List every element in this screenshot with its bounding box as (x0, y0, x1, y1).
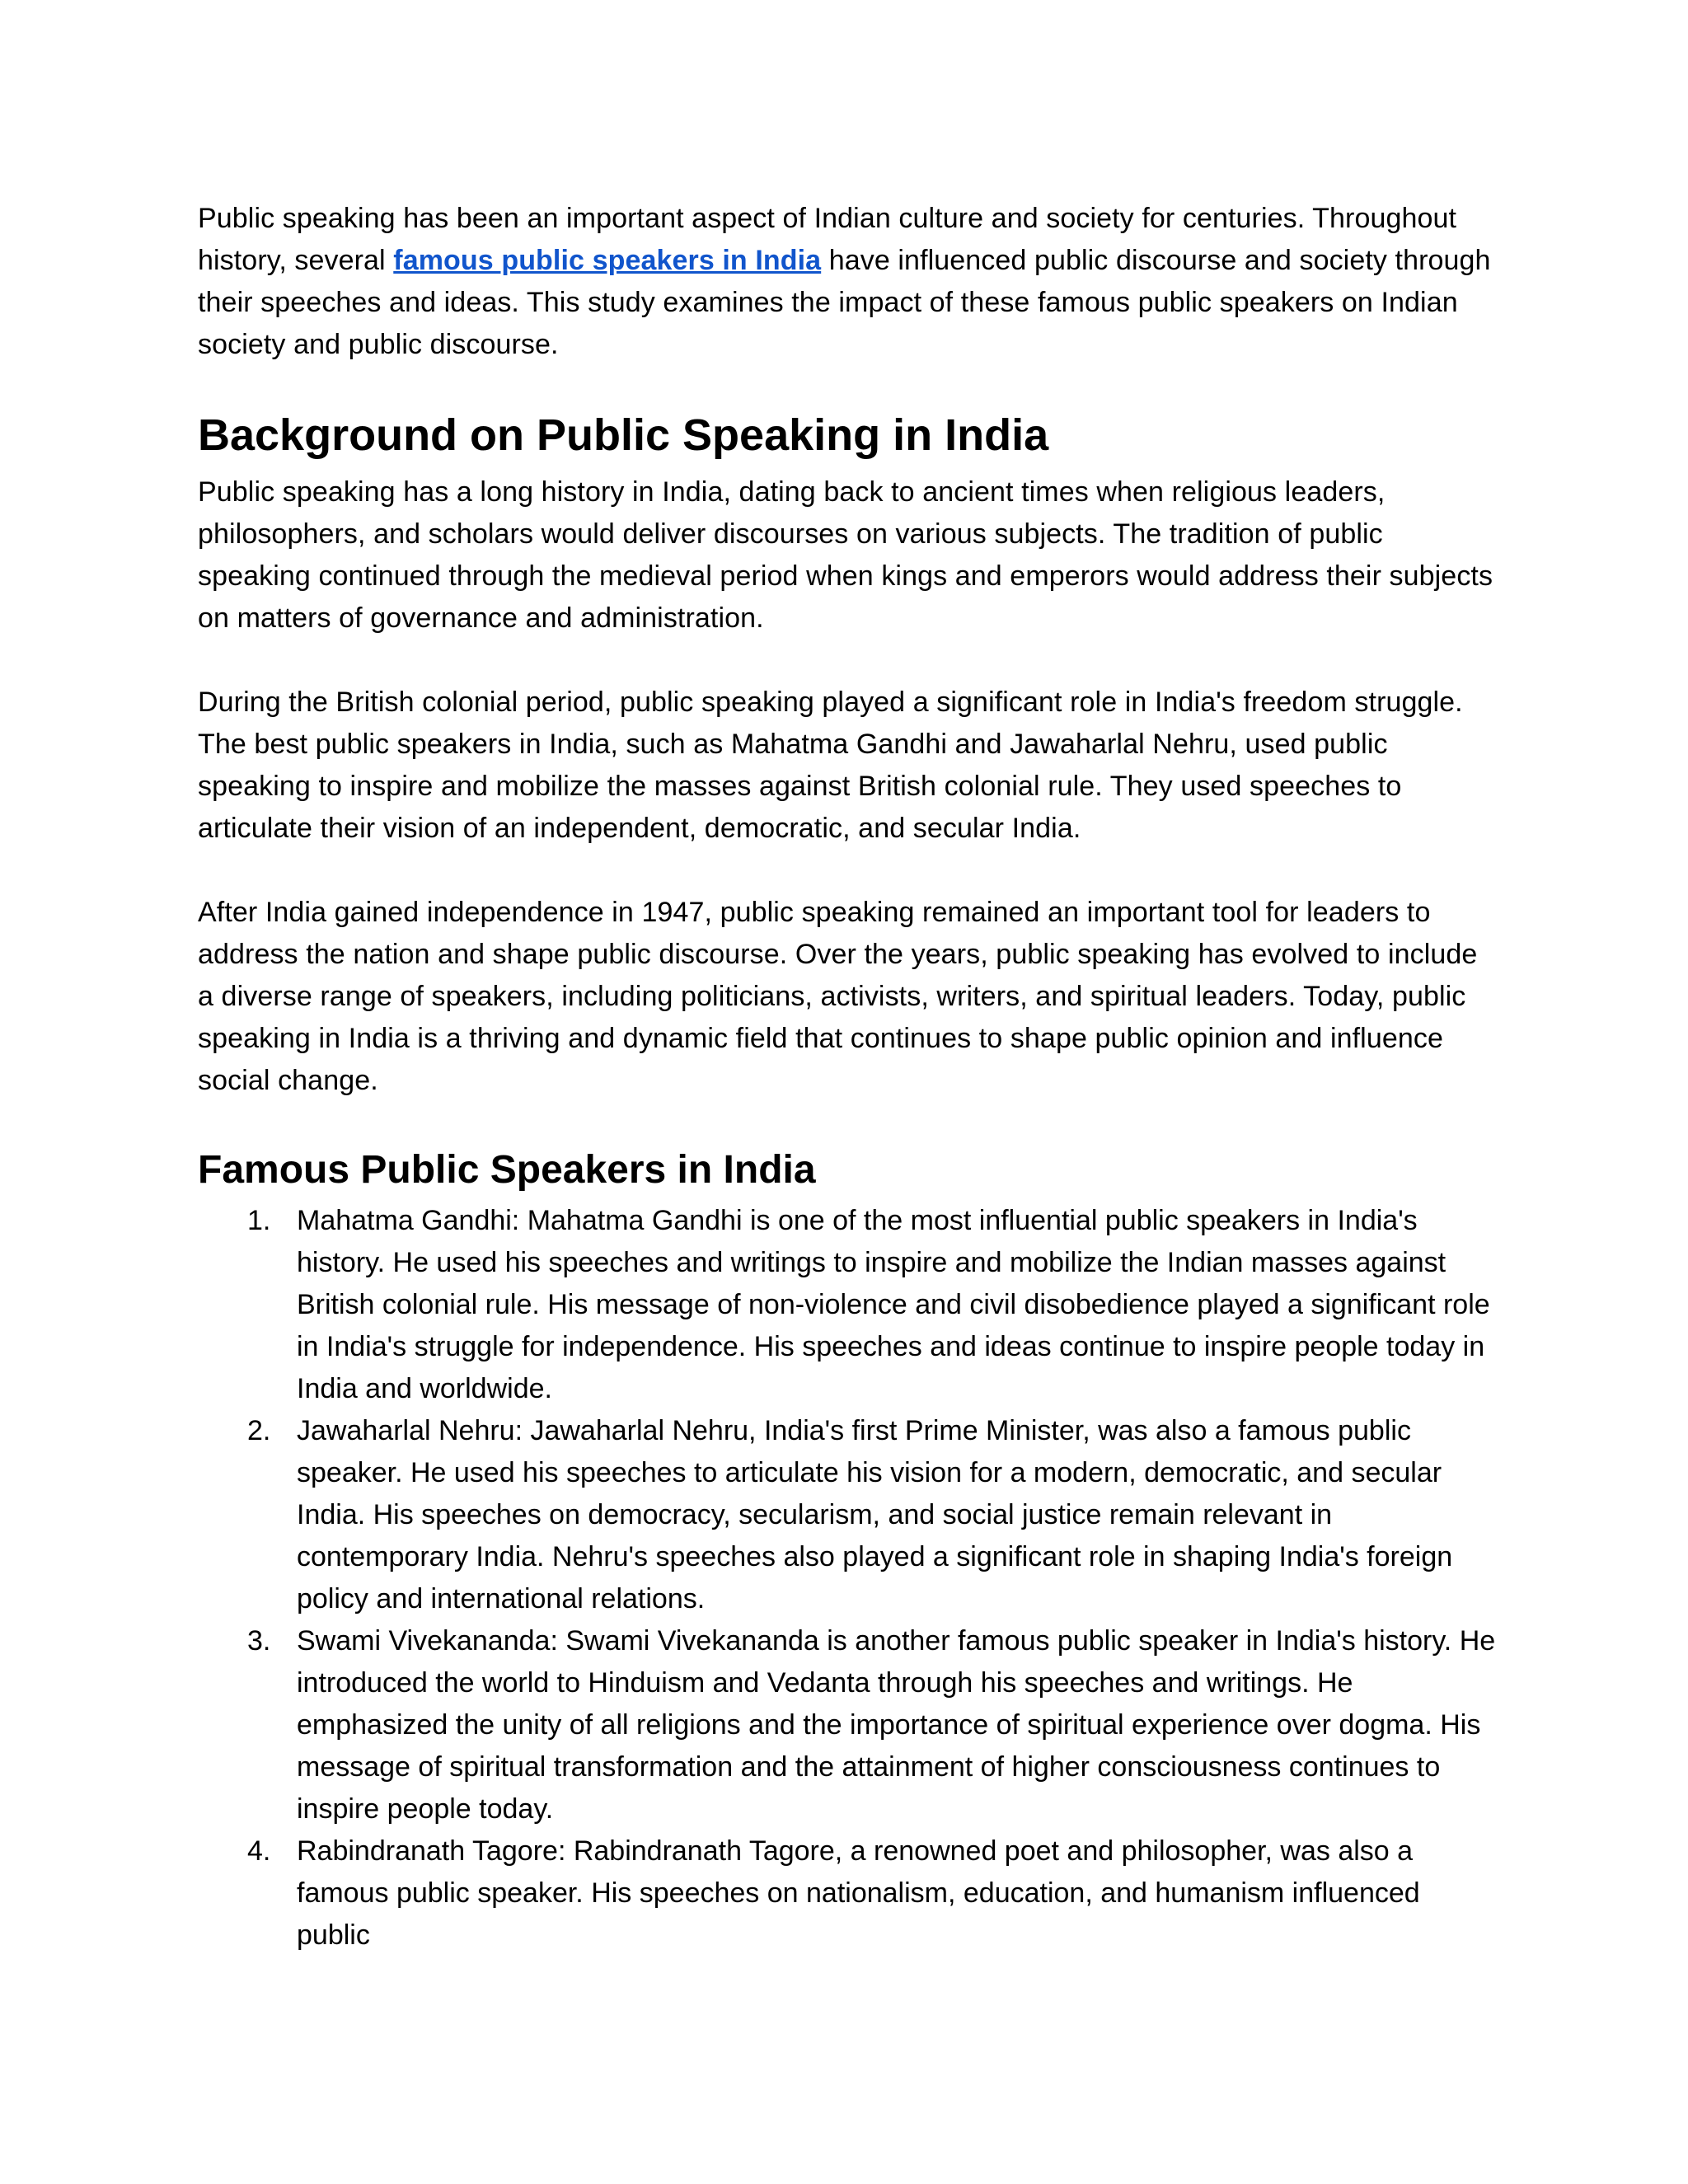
list-item (198, 1200, 1500, 1410)
list-item-text: Swami Vivekananda: Swami Vivekananda is another famous public speaker in India's history. He introduced the world to Hinduism and Vedanta through his speeches and writings. He emphasized the unity of all religions and the importance of spiritual experience over dogma. His message of spiritual transformation and the attainment of higher consciousness continues to inspire people today. (297, 1625, 1496, 1825)
list-item-number: 4. (247, 1835, 271, 1867)
list-item (198, 1410, 1500, 1620)
list-item (198, 1830, 1500, 1957)
intro-text-after-link: have influenced public discourse and society through their speeches and ideas. This study examines the impact of these famous public speakers on Indian society and public discourse. (198, 245, 1491, 360)
intro-paragraph (198, 198, 1500, 366)
famous-speakers-link[interactable]: famous public speakers in India (393, 245, 822, 276)
intro-text-before-link: Public speaking has been an important aspect of Indian culture and society for centuries. Throughout history, several (198, 203, 1457, 276)
list-item-text: Rabindranath Tagore: Rabindranath Tagore, a renowned poet and philosopher, was also a famous public speaker. His speeches on nationalism, education, and humanism influenced public (297, 1835, 1420, 1951)
background-heading: Background on Public Speaking in India (198, 410, 1049, 460)
list-item-number: 3. (247, 1625, 271, 1657)
list-item-number: 2. (247, 1415, 271, 1446)
famous-speakers-list (198, 1200, 1500, 1957)
list-item-text: Mahatma Gandhi: Mahatma Gandhi is one of the most influential public speakers in India's history. He used his speeches and writings to inspire and mobilize the Indian masses against British colonial rule. His message of non-violence and civil disobedience played a significant role in India's struggle for independence. His speeches and ideas continue to inspire people today in India and worldwide. (297, 1205, 1490, 1404)
background-paragraph-2: During the British colonial period, public speaking played a significant role in India's freedom struggle. The best public speakers in India, such as Mahatma Gandhi and Jawaharlal Nehru, used public speaking to inspire and mobilize the masses against British colonial rule. They used speeches to articulate their vision of an independent, democratic, and secular India. (198, 687, 1463, 844)
background-paragraph-3: After India gained independence in 1947, public speaking remained an important tool for leaders to address the nation and shape public discourse. Over the years, public speaking has evolved to include a diverse range of speakers, including politicians, activists, writers, and spiritual leaders. Today, public speaking in India is a thriving and dynamic field that continues to shape public opinion and influence social change. (198, 897, 1478, 1096)
document-page (198, 198, 1500, 1957)
background-paragraph-1: Public speaking has a long history in India, dating back to ancient times when religious leaders, philosophers, and scholars would deliver discourses on various subjects. The tradition of public speaking continued through the medieval period when kings and emperors would address their subjects on matters of governance and administration. (198, 476, 1493, 634)
list-item-text: Jawaharlal Nehru: Jawaharlal Nehru, India's first Prime Minister, was also a famous public speaker. He used his speeches to articulate his vision for a modern, democratic, and secular India. His speeches on democracy, secularism, and social justice remain relevant in contemporary India. Nehru's speeches also played a significant role in shaping India's foreign policy and international relations. (297, 1415, 1453, 1615)
list-item-number: 1. (247, 1205, 271, 1236)
famous-speakers-heading: Famous Public Speakers in India (198, 1148, 816, 1192)
list-item (198, 1620, 1500, 1830)
